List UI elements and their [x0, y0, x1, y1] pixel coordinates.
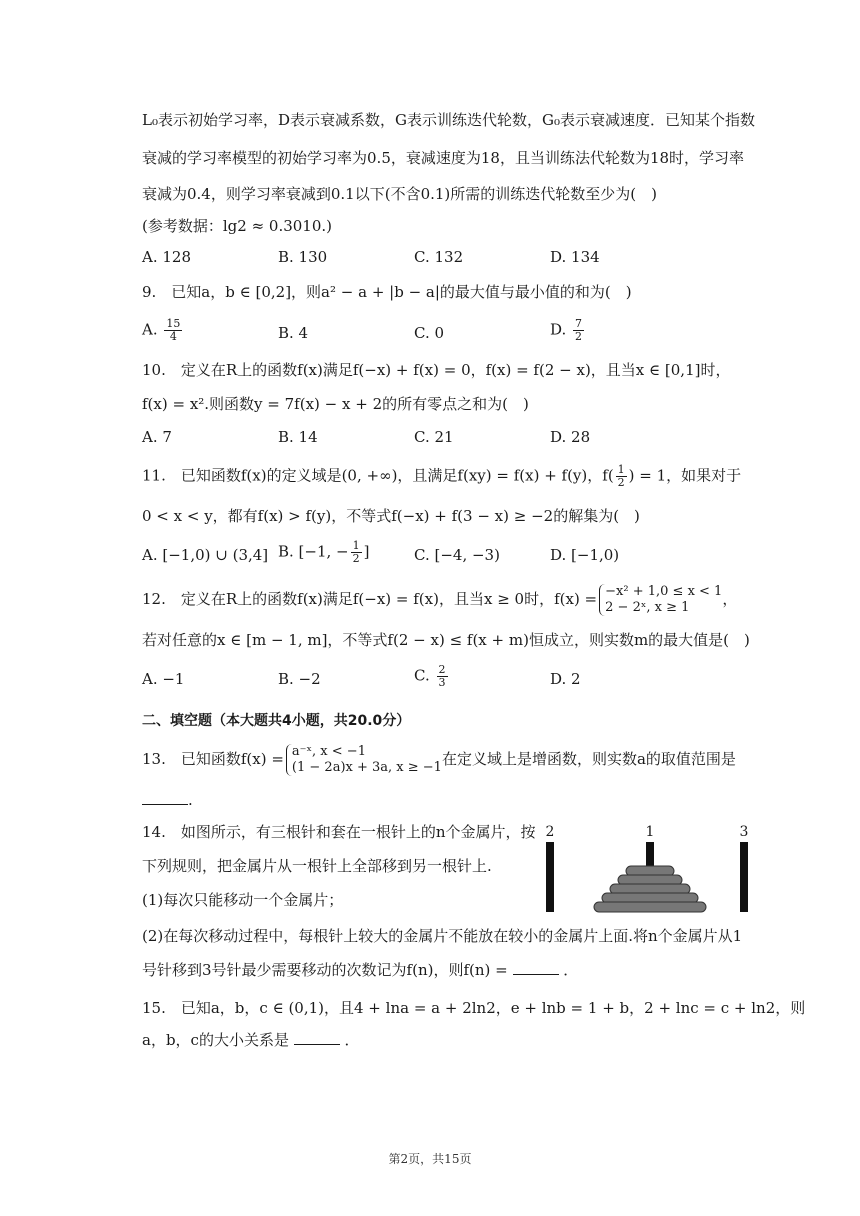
- q8-line-1: L₀表示初始学习率，D表示衰减系数，G表示训练迭代轮数，G₀表示衰减速度．已知某个指数: [142, 111, 755, 129]
- q9-option-d-label: D.: [550, 320, 567, 339]
- q15-line-2: [142, 1030, 360, 1050]
- fraction: [616, 464, 627, 489]
- fraction: [351, 540, 362, 565]
- q12-option-d: D. 2: [550, 670, 581, 688]
- page-footer: 第2页，共15页: [388, 1152, 472, 1166]
- q12-line-1-start: 12. 定义在R上的函数f(x)满足f(−x) = f(x)，且当x ≥ 0时，f(x) =: [142, 590, 598, 608]
- section-heading: 二、填空题（本大题共4小题，共20.0分）: [142, 713, 411, 729]
- q10-line-2: f(x) = x².则函数y = 7f(x) − x + 2的所有零点之和为( ): [142, 395, 529, 413]
- fraction-denominator: 3: [438, 676, 446, 689]
- q11-option-d: D. [−1,0): [550, 546, 620, 564]
- q8-option-b: B. 130: [278, 248, 328, 266]
- fraction-denominator: 4: [169, 330, 177, 343]
- fraction-numerator: 1: [352, 539, 360, 552]
- q9-option-b: B. 4: [278, 324, 309, 342]
- q10-option-c: C. 21: [414, 428, 454, 446]
- piece-case-2: (1 − 2a)x + 3a, x ≥ −1: [291, 760, 442, 775]
- q11-line-1-start: 11. 已知函数f(x)的定义域是(0, +∞)，且满足f(xy) = f(x) + f(y)，f(: [142, 466, 614, 485]
- fraction-denominator: 2: [575, 330, 583, 343]
- disk-5: [594, 902, 706, 912]
- peg-label-2: 2: [545, 824, 555, 840]
- q13-line-1: [142, 744, 736, 776]
- peg-right: [740, 842, 748, 912]
- q8-option-d: D. 134: [550, 248, 600, 266]
- q14-line-2: 下列规则，把金属片从一根针上全部移到另一根针上.: [142, 857, 492, 875]
- piece-case-1: −x² + 1,0 ≤ x < 1: [605, 584, 723, 599]
- q12-option-c-label: C.: [414, 666, 430, 685]
- peg-label-1: 1: [645, 824, 655, 840]
- q8-option-c: C. 132: [414, 248, 464, 266]
- q14-line-4: (2)在每次移动过程中，每根针上较大的金属片不能放在较小的金属片上面.将n个金属片从1: [142, 927, 743, 945]
- q15-line-2-start: a，b，c的大小关系是: [142, 1031, 289, 1049]
- tower-of-hanoi-figure: [540, 822, 756, 914]
- q12-line-1: [142, 584, 737, 616]
- q13-stem-end: 在定义域上是增函数，则实数a的取值范围是: [441, 750, 736, 768]
- q9-stem: 9. 已知a，b ∈ [0,2]，则a² − a + |b − a|的最大值与最小值的和为( ): [142, 283, 632, 301]
- q11-option-b-end: ]: [363, 542, 370, 561]
- q11-option-c: C. [−4, −3): [414, 546, 500, 564]
- q9-option-c: C. 0: [414, 324, 445, 342]
- fraction-denominator: 2: [617, 476, 625, 489]
- q10-option-b: B. 14: [278, 428, 318, 446]
- q13-line-2: [142, 790, 193, 810]
- q10-option-d: D. 28: [550, 428, 591, 446]
- q9-option-d: [550, 318, 586, 343]
- answer-blank[interactable]: [294, 1030, 340, 1045]
- q12-option-c: [414, 664, 450, 689]
- q8-reference-data: (参考数据：lg2 ≈ 0.3010.): [142, 217, 333, 235]
- fraction: [437, 664, 448, 689]
- piece-case-1: a⁻ˣ, x < −1: [291, 744, 366, 759]
- q14-line-3: (1)每次只能移动一个金属片；: [142, 891, 344, 909]
- q8-line-2: 衰减的学习率模型的初始学习率为0.5，衰减速度为18，且当训练法代轮数为18时，学习率: [142, 149, 745, 167]
- q15-line-2-end: ．: [344, 1031, 360, 1049]
- q12-line-1-end: ，: [722, 590, 738, 608]
- q13-stem-start: 13. 已知函数f(x) =: [142, 750, 284, 768]
- piecewise-function: [599, 584, 722, 616]
- q9-option-a-label: A.: [142, 320, 158, 339]
- q11-option-a: A. [−1,0) ∪ (3,4]: [142, 546, 269, 564]
- q8-line-3: 衰减为0.4，则学习率衰减到0.1以下(不含0.1)所需的训练迭代轮数至少为( ): [142, 185, 657, 203]
- fraction-numerator: 2: [438, 663, 446, 676]
- q15-line-1: 15. 已知a，b，c ∈ (0,1)，且4 + lna = a + 2ln2，e + lnb = 1 + b，2 + lnc = c + ln2，则: [142, 999, 806, 1017]
- peg-left: [546, 842, 554, 912]
- fraction-numerator: 15: [166, 317, 181, 330]
- fraction-numerator: 1: [617, 463, 625, 476]
- fraction: [164, 318, 182, 343]
- q13-period: .: [188, 791, 193, 809]
- q11-option-b-start: B. [−1, −: [278, 542, 349, 561]
- fraction-numerator: 7: [575, 317, 583, 330]
- q12-option-b: B. −2: [278, 670, 321, 688]
- q11-line-1: [142, 464, 741, 489]
- q12-line-2: 若对任意的x ∈ [m − 1, m]，不等式f(2 − x) ≤ f(x + m)恒成立，则实数m的最大值是( ): [142, 631, 750, 649]
- q10-option-a: A. 7: [142, 428, 172, 446]
- answer-blank[interactable]: [513, 960, 559, 975]
- q11-option-b: [278, 540, 370, 565]
- q8-option-a: A. 128: [142, 248, 191, 266]
- q12-option-a: A. −1: [142, 670, 185, 688]
- q14-line-5-end: ．: [563, 961, 579, 979]
- fraction-denominator: 2: [352, 552, 360, 565]
- q14-line-1: 14. 如图所示，有三根针和套在一根针上的n个金属片，按: [142, 823, 536, 841]
- q10-line-1: 10. 定义在R上的函数f(x)满足f(−x) + f(x) = 0，f(x) = f(2 − x)，且当x ∈ [0,1]时，: [142, 361, 731, 379]
- q11-line-2: 0 < x < y，都有f(x) > f(y)，不等式f(−x) + f(3 − x) ≥ −2的解集为( ): [142, 507, 640, 525]
- q11-line-1-end: ) = 1，如果对于: [628, 466, 742, 485]
- fraction: [573, 318, 584, 343]
- q14-line-5-start: 号针移到3号针最少需要移动的次数记为f(n)，则f(n) =: [142, 961, 508, 979]
- q9-option-a: [142, 318, 184, 343]
- peg-label-3: 3: [739, 824, 749, 840]
- q14-line-5: [142, 960, 578, 980]
- answer-blank[interactable]: [142, 790, 188, 805]
- piecewise-function: [286, 744, 442, 776]
- piece-case-2: 2 − 2ˣ, x ≥ 1: [605, 600, 690, 615]
